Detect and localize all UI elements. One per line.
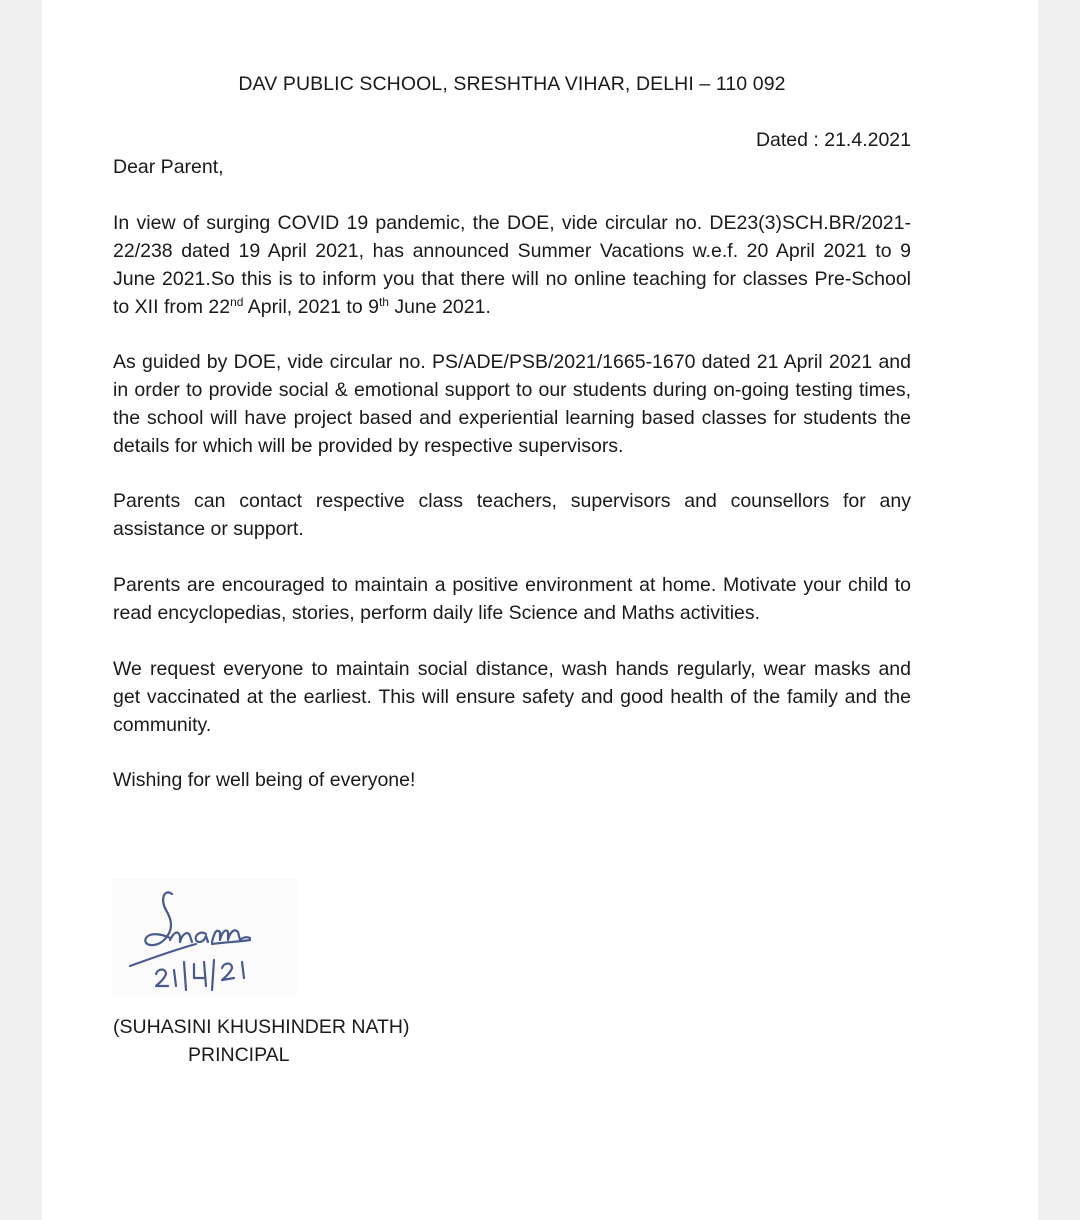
letter-date: Dated : 21.4.2021 <box>755 129 911 151</box>
paragraph-home-environment: Parents are encouraged to maintain a positive environment at home. Motivate your child to read encyclopedias, stories, perform daily life Science and Maths activities. <box>113 574 911 624</box>
school-heading: DAV PUBLIC SCHOOL, SRESHTHA VIHAR, DELHI – 110 092 <box>238 73 786 95</box>
paragraph-project-classes: As guided by DOE, vide circular no. PS/ADE/PSB/2021/1665-1670 dated 21 April 2021 and in order to provide social & emotional support to our students during on-going testing times, the school will have project based and experiential learning based classes for students the details for which will be provided by respective supervisors. <box>113 351 911 457</box>
signatory-role: PRINCIPAL <box>188 1044 290 1066</box>
ordinal-suffix: th <box>378 295 389 309</box>
signature-image <box>112 878 297 996</box>
signatory-name: (SUHASINI KHUSHINDER NATH) <box>113 1016 410 1038</box>
paragraph-safety: We request everyone to maintain social distance, wash hands regularly, wear masks and get vaccinated at the earliest. This will ensure safety and good health of the family and the community. <box>113 658 911 736</box>
salutation: Dear Parent, <box>113 156 224 178</box>
paragraph-contact: Parents can contact respective class teachers, supervisors and counsellors for any assistance or support. <box>113 490 911 540</box>
paragraph-text: June 2021. <box>388 296 491 318</box>
paragraph-text: In view of surging COVID 19 pandemic, the DOE, vide circular no. DE23(3)SCH.BR/2021-22/238 dated 19 April 2021, has announced Summer Vacations w.e.f. 20 April 2021 to 9 June 2021.So this is to inform you that there will no online teaching for classes Pre-School to XII from 22 <box>113 212 911 318</box>
paragraph-vacation-notice <box>113 209 911 321</box>
document-page <box>42 0 1038 1220</box>
handwritten-signature <box>112 878 297 996</box>
paragraph-text: April, 2021 to 9 <box>243 296 379 318</box>
ordinal-suffix: nd <box>230 295 244 309</box>
paragraph-closing-wish: Wishing for well being of everyone! <box>113 769 416 791</box>
